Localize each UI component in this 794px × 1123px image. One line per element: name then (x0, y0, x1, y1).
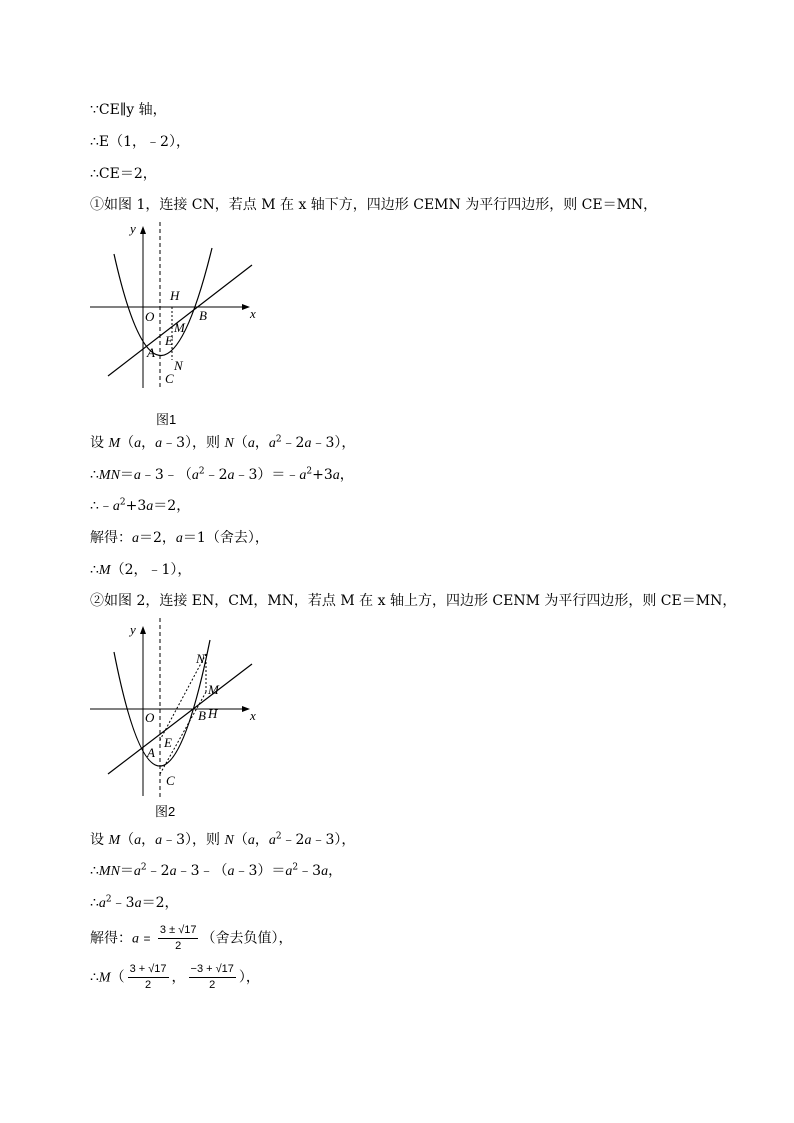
case2-line4: 解得：a = $\frac{3 \pm √17}{2}$ （舍去负值）， (90, 924, 293, 952)
line-ce-length: ∴CE＝2， (90, 166, 157, 182)
label-a: A (147, 745, 155, 760)
label-n: N (196, 651, 205, 666)
case2-line3: $\therefore a^2﹣3a=2$， (90, 894, 179, 911)
x-axis-arrow (242, 304, 250, 310)
label-x: x (250, 306, 256, 321)
m-x-fraction: $\frac{3 + √17}{2}$ (129, 963, 167, 991)
y-axis-arrow (140, 626, 146, 634)
line-point-e: ∴E（1，﹣2）， (90, 134, 190, 150)
label-y: y (130, 221, 136, 236)
label-m: M (208, 682, 219, 697)
label-c: C (166, 773, 175, 788)
figure-1-caption: 图1 (156, 412, 177, 427)
label-e: E (164, 735, 172, 750)
label-n: N (174, 358, 183, 373)
m-y-fraction: $\frac{-3 + √17}{2}$ (190, 963, 234, 991)
case1-line1: 设 M（a，a﹣3），则 N（a，$a^2﹣2a﹣3$）， (90, 434, 356, 451)
line-ce-parallel: ∵CE∥y 轴， (90, 102, 167, 118)
figure-1 (88, 218, 258, 397)
case2-statement: ②如图 2，连接 EN，CM，MN，若点 M 在 x 轴上方，四边形 CENM 为平行四边形，则 CE＝MN， (90, 593, 737, 609)
label-b: B (198, 708, 206, 723)
label-m: M (174, 320, 185, 335)
case1-line3: $\therefore﹣a^2+3a=2$， (90, 497, 191, 514)
label-h: H (170, 288, 180, 303)
figure-1-graph (88, 218, 258, 393)
label-x: x (250, 708, 256, 723)
case2-line2: $\therefore MN=a^2﹣2a﹣3﹣(a﹣3)=a^2﹣3a$， (90, 862, 343, 879)
case2-line5: ∴M（ $\frac{3 + √17}{2}$ ， $\frac{-3 + √17}{2}$ ）， (90, 963, 260, 991)
x-axis-arrow (242, 706, 250, 712)
figure-2-caption: 图2 (155, 804, 176, 819)
case1-line2: $\therefore MN=a﹣3﹣(a^2﹣2a﹣3)=﹣a^2+3a$， (90, 466, 354, 483)
label-b: B (199, 308, 207, 323)
label-a: A (147, 345, 155, 360)
label-e: E (165, 333, 173, 348)
figure-2-graph (88, 614, 258, 800)
label-o: O (145, 710, 155, 725)
y-axis-arrow (140, 226, 146, 234)
case1-line4: 解得：a＝2，a＝1（舍去）， (90, 530, 269, 546)
case1-line5: ∴M（2，﹣1）， (90, 562, 192, 578)
case2-line1: 设 M（a，a﹣3），则 N（a，$a^2﹣2a﹣3$）， (90, 831, 356, 848)
segment-en (160, 654, 206, 740)
solution-fraction: $\frac{3 \pm √17}{2}$ (159, 924, 197, 952)
label-c: C (165, 371, 174, 386)
label-o: O (145, 309, 155, 324)
figure-2 (88, 614, 258, 804)
parabola (114, 248, 212, 356)
case1-statement: ①如图 1，连接 CN，若点 M 在 x 轴下方，四边形 CEMN 为平行四边形，则 CE＝MN， (90, 197, 658, 213)
label-y: y (130, 622, 136, 637)
label-h: H (208, 706, 218, 721)
